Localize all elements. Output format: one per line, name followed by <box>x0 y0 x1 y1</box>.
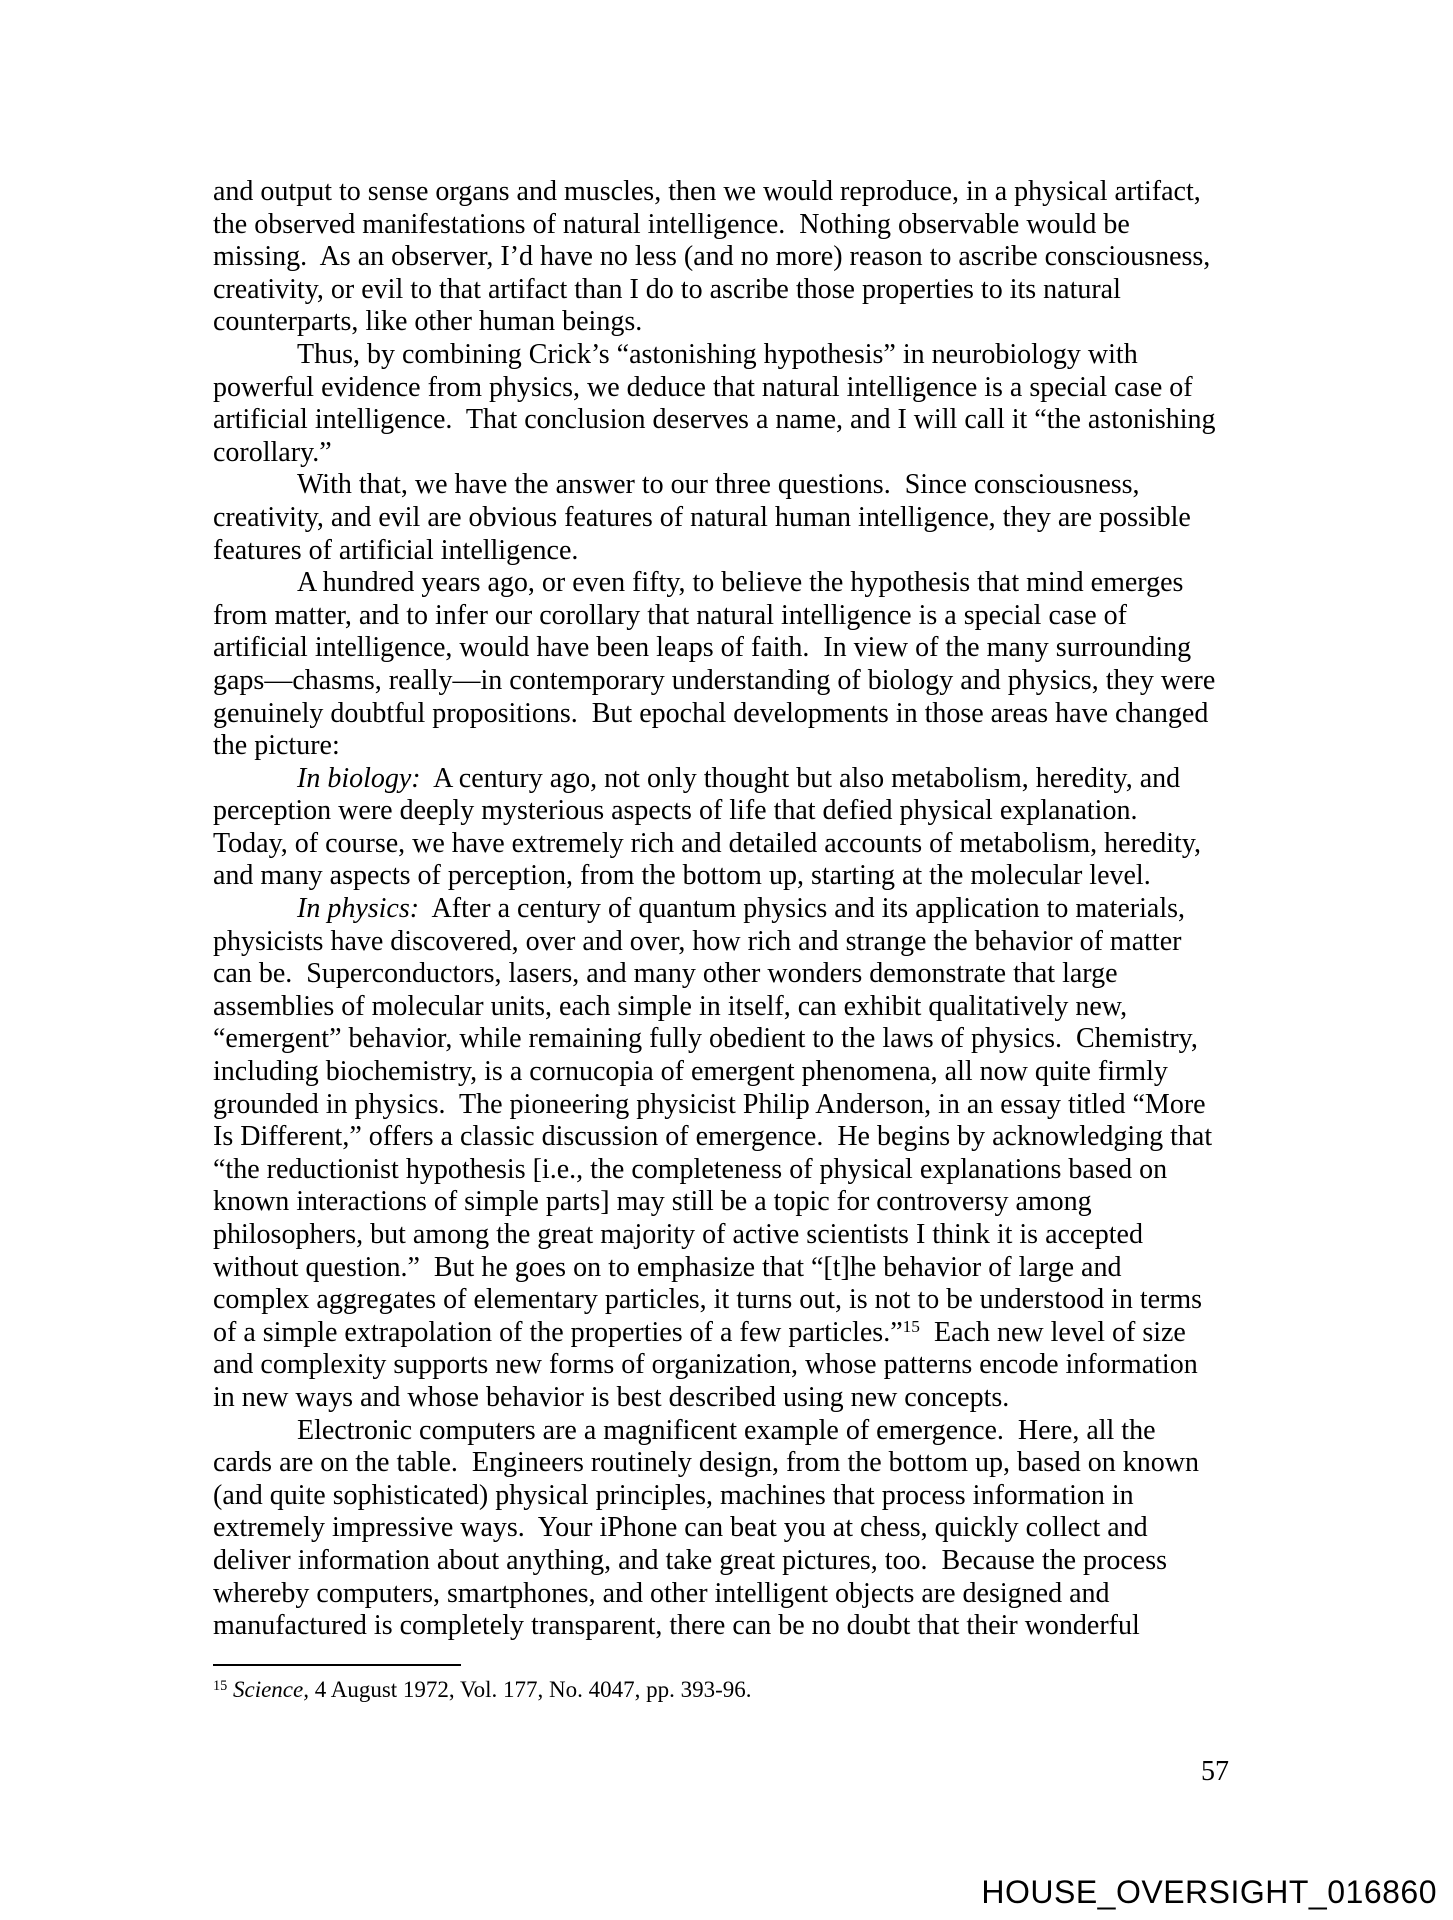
text-line <box>213 860 1229 893</box>
text-line <box>213 665 1229 698</box>
text-line <box>213 1023 1229 1056</box>
text-segment: After a century of quantum physics and its application to materials, <box>419 893 1185 925</box>
text-segment: including biochemistry, is a cornucopia of emergent phenomena, all now quite firmly <box>213 1056 1168 1088</box>
text-segment: perception were deeply mysterious aspects of life that defied physical explanation. <box>213 795 1138 827</box>
text-line <box>213 567 1229 600</box>
text-line <box>213 209 1229 242</box>
text-line <box>213 241 1229 274</box>
text-line <box>213 632 1229 665</box>
text-segment: “emergent” behavior, while remaining fully obedient to the laws of physics. Chemistry, <box>213 1023 1198 1055</box>
text-segment: corollary.” <box>213 436 332 468</box>
text-segment: A hundred years ago, or even fifty, to believe the hypothesis that mind emerges <box>297 567 1184 599</box>
text-segment: features of artificial intelligence. <box>213 534 579 566</box>
text-segment: and complexity supports new forms of organization, whose patterns encode information <box>213 1349 1198 1381</box>
text-line <box>213 502 1229 535</box>
text-segment: whereby computers, smartphones, and other intelligent objects are designed and <box>213 1577 1110 1609</box>
text-segment: (and quite sophisticated) physical principles, machines that process information in <box>213 1479 1134 1511</box>
text-segment: in new ways and whose behavior is best described using new concepts. <box>213 1381 1010 1413</box>
text-segment: complex aggregates of elementary particles, it turns out, is not to be understood in terms <box>213 1284 1203 1316</box>
text-segment: Today, of course, we have extremely rich and detailed accounts of metabolism, heredity, <box>213 827 1202 859</box>
text-segment: known interactions of simple parts] may still be a topic for controversy among <box>213 1186 1092 1218</box>
text-line <box>213 535 1229 568</box>
footnote-reference: 15 <box>213 1678 228 1694</box>
text-segment: can be. Superconductors, lasers, and many other wonders demonstrate that large <box>213 958 1118 990</box>
text-segment: In biology: <box>297 762 421 794</box>
paragraph <box>213 893 1229 1415</box>
text-line <box>213 339 1229 372</box>
text-line <box>213 1121 1229 1154</box>
text-line <box>213 1578 1229 1611</box>
paragraph <box>213 763 1229 893</box>
text-line <box>213 926 1229 959</box>
text-line <box>213 1480 1229 1513</box>
text-segment: the observed manifestations of natural intelligence. Nothing observable would be <box>213 208 1130 240</box>
text-line <box>213 437 1229 470</box>
text-segment: Is Different,” offers a classic discussion of emergence. He begins by acknowledging that <box>213 1121 1213 1153</box>
text-segment: genuinely doubtful propositions. But epochal developments in those areas have changed <box>213 697 1209 729</box>
body-text <box>213 176 1229 1643</box>
text-line <box>213 1447 1229 1480</box>
text-segment: of a simple extrapolation of the properties of a few particles.” <box>213 1316 903 1348</box>
text-segment: With that, we have the answer to our three questions. Since consciousness, <box>297 469 1140 501</box>
text-line <box>213 1186 1229 1219</box>
text-segment: and many aspects of perception, from the bottom up, starting at the molecular level. <box>213 860 1151 892</box>
paragraph <box>213 339 1229 469</box>
text-segment: extremely impressive ways. Your iPhone can beat you at chess, quickly collect and <box>213 1512 1148 1544</box>
text-segment: philosophers, but among the great majority of active scientists I think it is accepted <box>213 1219 1143 1250</box>
text-line <box>213 1219 1229 1252</box>
text-line <box>213 1415 1229 1448</box>
text-segment: counterparts, like other human beings. <box>213 306 643 338</box>
text-segment: A century ago, not only thought but also metabolism, heredity, and <box>420 762 1181 794</box>
text-segment: missing. As an observer, I’d have no less (and no more) reason to ascribe consciousness, <box>213 241 1211 273</box>
text-line <box>213 730 1229 763</box>
text-segment: creativity, or evil to that artifact than I do to ascribe those properties to its natural <box>213 273 1121 305</box>
text-line <box>213 1252 1229 1285</box>
text-line <box>213 1545 1229 1578</box>
text-segment: Electronic computers are a magnificent example of emergence. Here, all the <box>297 1414 1156 1446</box>
text-line <box>213 600 1229 633</box>
text-segment: assemblies of molecular units, each simple in itself, can exhibit qualitatively new, <box>213 990 1128 1022</box>
text-line <box>213 763 1229 796</box>
text-line <box>213 828 1229 861</box>
text-segment: gaps—chasms, really—in contemporary understanding of biology and physics, they were <box>213 664 1216 696</box>
text-line <box>213 893 1229 926</box>
text-segment: physicists have discovered, over and over, how rich and strange the behavior of matter <box>213 925 1182 957</box>
footnote-separator <box>213 1664 461 1666</box>
text-segment: without question.” But he goes on to emphasize that “[t]he behavior of large and <box>213 1251 1122 1283</box>
text-line <box>213 795 1229 828</box>
text-line <box>213 1056 1229 1089</box>
text-line <box>213 1317 1229 1350</box>
text-line <box>213 958 1229 991</box>
text-segment: artificial intelligence. That conclusion deserves a name, and I will call it “the astonishing <box>213 404 1216 436</box>
text-segment: from matter, and to infer our corollary that natural intelligence is a special case of <box>213 599 1127 631</box>
text-line <box>213 1382 1229 1415</box>
text-segment: the picture: <box>213 730 340 762</box>
paragraph <box>213 176 1229 339</box>
text-line <box>213 1089 1229 1122</box>
text-line <box>213 274 1229 307</box>
text-segment: deliver information about anything, and take great pictures, too. Because the process <box>213 1544 1168 1576</box>
footnote-text <box>213 1676 752 1704</box>
bates-stamp-watermark: HOUSE_OVERSIGHT_016860 <box>981 1874 1437 1910</box>
text-segment: cards are on the table. Engineers routinely design, from the bottom up, based on known <box>213 1447 1199 1479</box>
text-segment: artificial intelligence, would have been leaps of faith. In view of the many surrounding <box>213 632 1192 664</box>
text-segment: powerful evidence from physics, we deduce that natural intelligence is a special case of <box>213 371 1193 403</box>
text-line <box>213 698 1229 731</box>
paragraph <box>213 567 1229 763</box>
text-line <box>213 1154 1229 1187</box>
text-segment: In physics: <box>297 893 420 925</box>
page-number: 57 <box>1201 1756 1229 1787</box>
text-segment: Thus, by combining Crick’s “astonishing hypothesis” in neurobiology with <box>297 338 1138 370</box>
text-segment: creativity, and evil are obvious features of natural human intelligence, they are possible <box>213 501 1191 533</box>
text-line <box>213 469 1229 502</box>
text-line <box>213 1349 1229 1382</box>
text-line <box>213 1610 1229 1643</box>
footnote-reference: 15 <box>902 1316 920 1336</box>
text-line <box>213 372 1229 405</box>
text-segment: Science, <box>233 1677 309 1702</box>
text-segment: grounded in physics. The pioneering physicist Philip Anderson, in an essay titled “More <box>213 1088 1206 1120</box>
text-line <box>213 991 1229 1024</box>
text-segment: “the reductionist hypothesis [i.e., the completeness of physical explanations based on <box>213 1153 1168 1185</box>
text-segment: 4 August 1972, Vol. 177, No. 4047, pp. 393-96. <box>308 1677 752 1702</box>
paragraph <box>213 1415 1229 1643</box>
text-line <box>213 404 1229 437</box>
paragraph <box>213 469 1229 567</box>
text-line <box>213 176 1229 209</box>
text-segment: Each new level of size <box>919 1316 1186 1348</box>
text-line <box>213 1512 1229 1545</box>
text-segment: and output to sense organs and muscles, then we would reproduce, in a physical artifact, <box>213 176 1201 207</box>
text-line <box>213 306 1229 339</box>
text-segment: manufactured is completely transparent, there can be no doubt that their wonderful <box>213 1610 1140 1642</box>
text-line <box>213 1284 1229 1317</box>
